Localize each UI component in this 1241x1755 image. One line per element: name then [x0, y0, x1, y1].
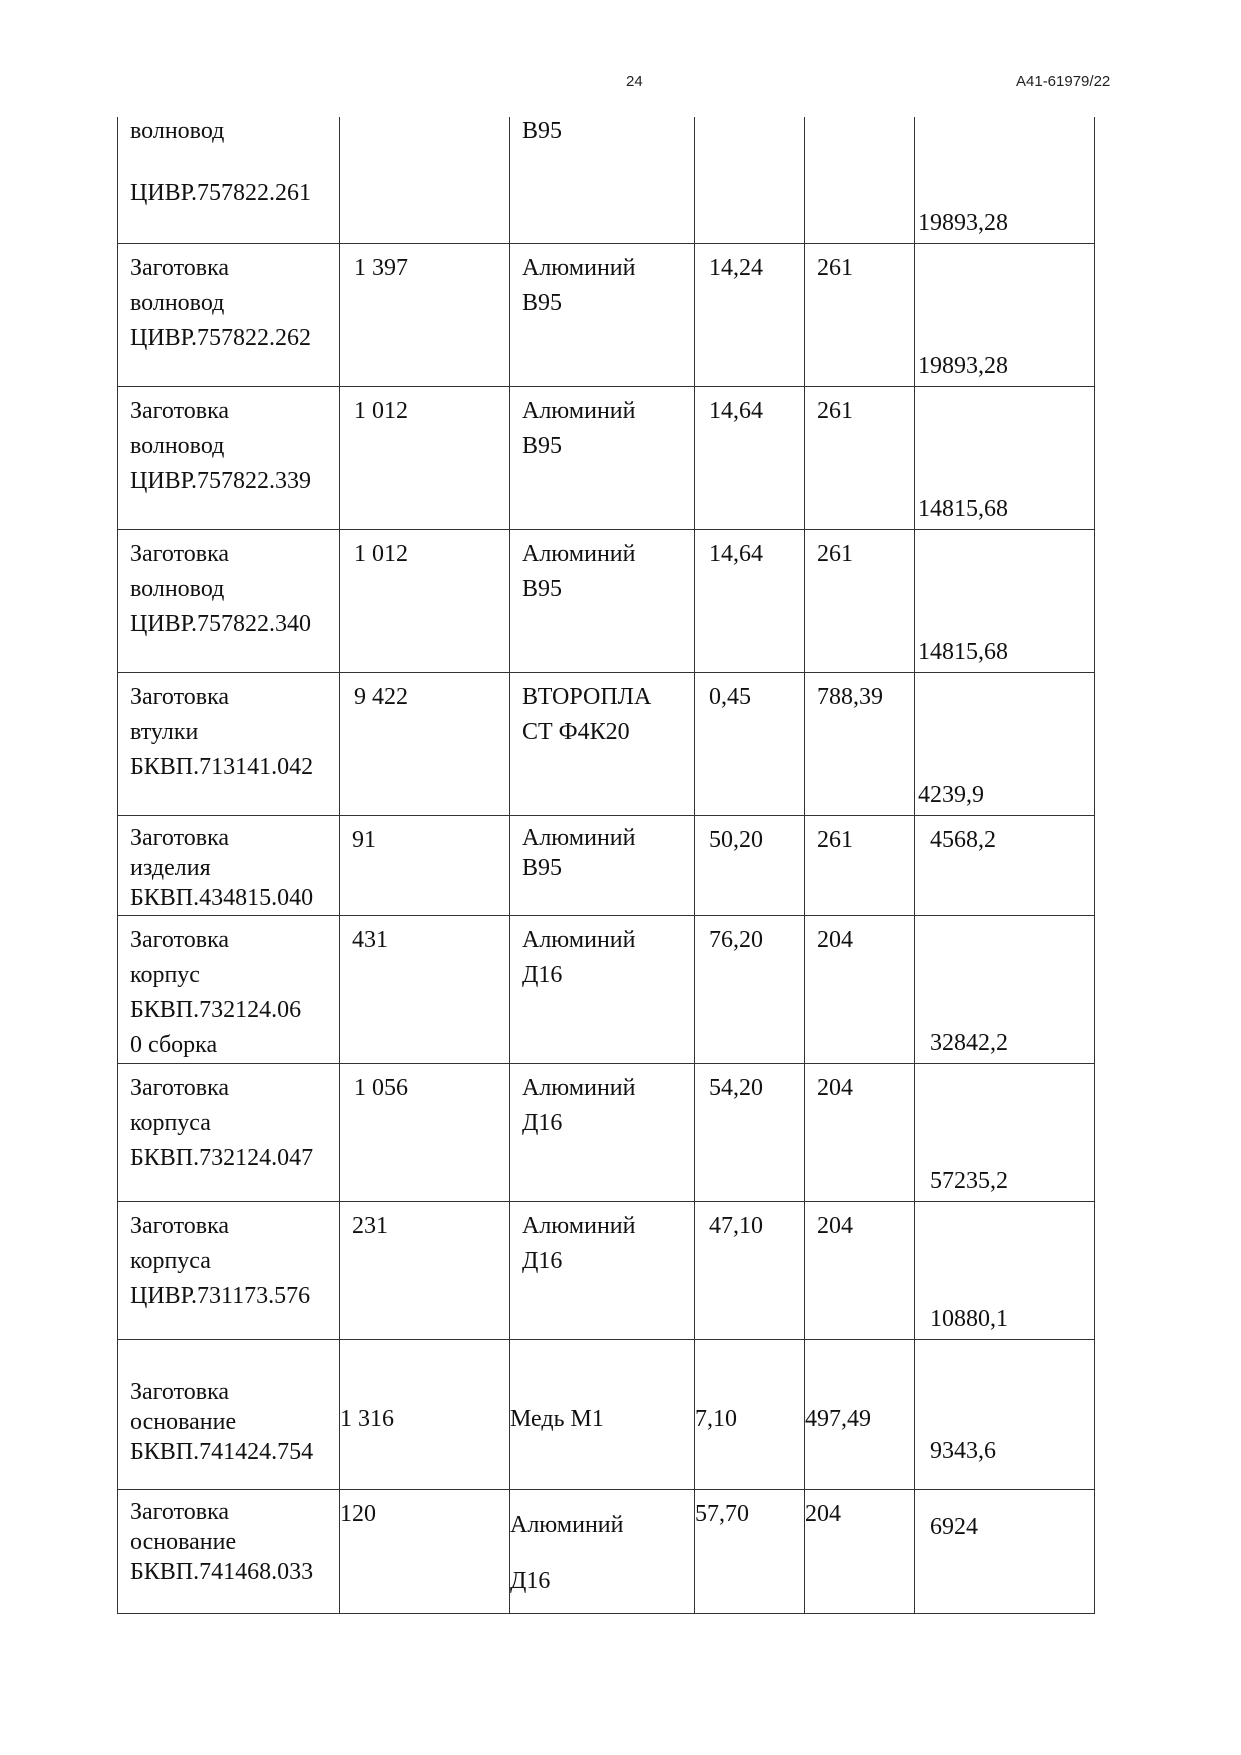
item-name-line: изделия: [130, 854, 211, 881]
item-name-line: волновод: [130, 289, 225, 316]
material-line: Д16: [522, 1109, 563, 1136]
table-row: [118, 672, 1095, 815]
table-row: [118, 1339, 1095, 1489]
material-cell: [510, 386, 695, 529]
item-name-cell: [118, 243, 340, 386]
price-cell: 204: [805, 1201, 915, 1339]
material-line: Алюминий: [522, 1074, 636, 1101]
table-row: [118, 117, 1095, 243]
material-cell: [510, 915, 695, 1063]
material-cell: [510, 1489, 695, 1613]
item-name-line: ЦИВР.731173.576: [130, 1282, 311, 1309]
weight-cell: 0,45: [695, 672, 805, 815]
material-cell: [510, 1201, 695, 1339]
quantity-cell: 9 422: [340, 672, 510, 815]
total-cell: 4239,9: [915, 672, 1095, 815]
item-name-line: БКВП.741424.754: [130, 1438, 314, 1465]
material-line: Алюминий: [522, 540, 636, 567]
table-row: [118, 1201, 1095, 1339]
material-cell: [510, 243, 695, 386]
quantity-cell: [340, 117, 510, 243]
item-name-line: корпус: [130, 961, 200, 988]
item-name-line: ЦИВР.757822.261: [130, 180, 312, 206]
material-line: Алюминий: [522, 1212, 636, 1239]
item-name-line: Заготовка: [130, 1212, 230, 1239]
table-row: [118, 243, 1095, 386]
item-name-cell: [118, 1489, 340, 1613]
table-row: [118, 1489, 1095, 1613]
materials-table: [117, 117, 1095, 1614]
material-line: Алюминий: [522, 397, 636, 424]
item-name-cell: [118, 1063, 340, 1201]
table-row: [118, 386, 1095, 529]
item-name-line: волновод: [130, 575, 225, 602]
item-name-line: Заготовка: [130, 683, 230, 710]
item-name-cell: [118, 1201, 340, 1339]
weight-cell: 47,10: [695, 1201, 805, 1339]
quantity-cell: 1 012: [340, 386, 510, 529]
weight-cell: 7,10: [695, 1339, 805, 1489]
material-line: СТ Ф4К20: [522, 718, 630, 745]
item-name-line: Заготовка: [130, 397, 230, 424]
weight-cell: 14,64: [695, 386, 805, 529]
total-cell: 19893,28: [915, 117, 1095, 243]
item-name-line: Заготовка: [130, 1074, 230, 1101]
item-name-line: Заготовка: [130, 926, 230, 953]
item-name-line: основание: [130, 1408, 237, 1435]
item-name-cell: [118, 1339, 340, 1489]
quantity-cell: 120: [340, 1489, 510, 1613]
price-cell: 261: [805, 243, 915, 386]
price-cell: 261: [805, 529, 915, 672]
material-line: В95: [522, 575, 563, 602]
price-cell: 261: [805, 815, 915, 915]
price-cell: 788,39: [805, 672, 915, 815]
item-name-line: Заготовка: [130, 254, 230, 281]
item-name-line: БКВП.741468.033: [130, 1558, 314, 1585]
item-name-cell: [118, 815, 340, 915]
item-name-cell: [118, 386, 340, 529]
material-line: Алюминий: [522, 254, 636, 281]
table-row: [118, 815, 1095, 915]
quantity-cell: 91: [340, 815, 510, 915]
item-name-line: ЦИВР.757822.339: [130, 467, 312, 494]
weight-cell: 57,70: [695, 1489, 805, 1613]
material-cell: [510, 1063, 695, 1201]
item-name-line: БКВП.713141.042: [130, 753, 314, 780]
quantity-cell: 1 316: [340, 1339, 510, 1489]
material-cell: [510, 815, 695, 915]
item-name-cell: [118, 117, 340, 243]
total-cell: 4568,2: [915, 815, 1095, 915]
quantity-cell: 231: [340, 1201, 510, 1339]
price-cell: 497,49: [805, 1339, 915, 1489]
material-line: В95: [522, 289, 563, 316]
weight-cell: 14,64: [695, 529, 805, 672]
item-name-line: БКВП.732124.047: [130, 1144, 314, 1171]
item-name-cell: [118, 529, 340, 672]
item-name-line: Заготовка: [130, 1498, 230, 1525]
weight-cell: 76,20: [695, 915, 805, 1063]
document-code: А41-61979/22: [1016, 73, 1111, 90]
item-name-line: корпуса: [130, 1109, 211, 1136]
item-name-line: Заготовка: [130, 824, 230, 851]
material-cell: [510, 1339, 695, 1489]
material-line: Алюминий: [510, 1511, 624, 1538]
page-number: 24: [626, 73, 643, 90]
total-cell: 6924: [915, 1489, 1095, 1613]
weight-cell: [695, 117, 805, 243]
material-line: В95: [522, 432, 563, 459]
item-name-cell: [118, 915, 340, 1063]
item-name-line: 0 сборка: [130, 1031, 218, 1058]
item-name-line: Заготовка: [130, 1378, 230, 1405]
material-line: Медь М1: [510, 1405, 604, 1432]
material-cell: [510, 117, 695, 243]
weight-cell: 50,20: [695, 815, 805, 915]
material-line: Алюминий: [522, 926, 636, 953]
item-name-line: корпуса: [130, 1247, 211, 1274]
price-cell: 261: [805, 386, 915, 529]
total-cell: 14815,68: [915, 529, 1095, 672]
material-line: ВТОРОПЛА: [522, 683, 652, 710]
quantity-cell: 1 012: [340, 529, 510, 672]
weight-cell: 14,24: [695, 243, 805, 386]
weight-cell: 54,20: [695, 1063, 805, 1201]
material-line: В95: [522, 118, 563, 144]
price-cell: 204: [805, 1063, 915, 1201]
material-line: Алюминий: [522, 824, 636, 851]
material-line: В95: [522, 854, 563, 881]
table-row: [118, 1063, 1095, 1201]
table-row: [118, 529, 1095, 672]
material-cell: [510, 529, 695, 672]
quantity-cell: 1 397: [340, 243, 510, 386]
item-name-line: волновод: [130, 118, 225, 144]
item-name-line: Заготовка: [130, 540, 230, 567]
price-cell: 204: [805, 1489, 915, 1613]
item-name-line: основание: [130, 1528, 237, 1555]
total-cell: 14815,68: [915, 386, 1095, 529]
material-line: Д16: [522, 1247, 563, 1274]
table-row: [118, 915, 1095, 1063]
material-line: Д16: [522, 961, 563, 988]
total-cell: 32842,2: [915, 915, 1095, 1063]
total-cell: 9343,6: [915, 1339, 1095, 1489]
price-cell: 204: [805, 915, 915, 1063]
item-name-line: БКВП.732124.06: [130, 996, 302, 1023]
material-cell: [510, 672, 695, 815]
item-name-line: ЦИВР.757822.340: [130, 610, 312, 637]
total-cell: 10880,1: [915, 1201, 1095, 1339]
quantity-cell: 1 056: [340, 1063, 510, 1201]
item-name-line: ЦИВР.757822.262: [130, 324, 312, 351]
item-name-line: втулки: [130, 718, 199, 745]
total-cell: 57235,2: [915, 1063, 1095, 1201]
item-name-line: БКВП.434815.040: [130, 884, 314, 911]
price-cell: [805, 117, 915, 243]
material-line: Д16: [510, 1567, 551, 1594]
item-name-cell: [118, 672, 340, 815]
item-name-line: волновод: [130, 432, 225, 459]
total-cell: 19893,28: [915, 243, 1095, 386]
quantity-cell: 431: [340, 915, 510, 1063]
